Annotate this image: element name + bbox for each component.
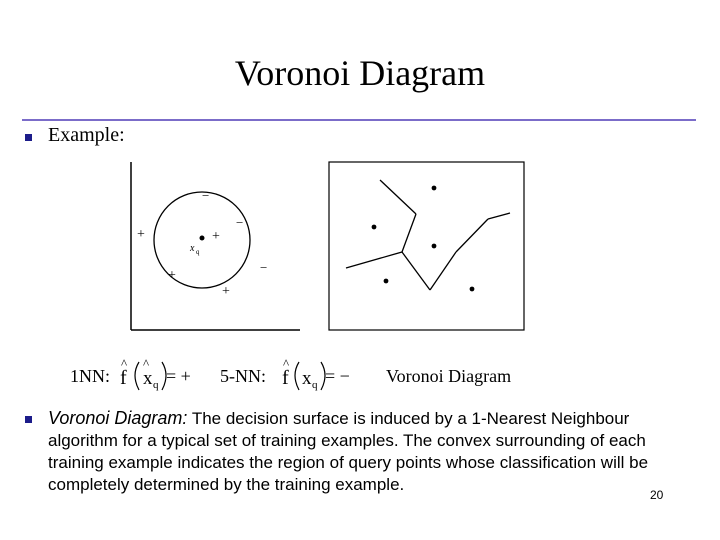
plus-point: + [212,229,220,244]
hat-symbol: ^ [283,356,290,371]
formula-1nn-result: = + [166,366,191,386]
formula-5nn [220,356,350,391]
slide-title: Voronoi Diagram [234,53,486,93]
q-subscript: q [153,379,159,391]
voronoi-edge [488,213,510,219]
right-panel [329,162,524,330]
x-symbol: x [143,368,153,389]
voronoi-frame [329,162,524,330]
example-label: Example: [48,124,125,146]
formula-5nn-prefix: 5-NN: [220,366,266,386]
minus-point: − [260,260,268,275]
voronoi-edge [402,252,430,290]
plus-point: + [137,227,145,242]
bullet-marker [25,416,32,423]
query-point-sub: q [196,248,200,256]
left-paren [135,362,139,390]
training-point [470,287,475,292]
x-symbol: x [302,368,312,389]
description-paragraph [48,407,658,496]
voronoi-edge [402,214,416,252]
voronoi-caption: Voronoi Diagram [386,366,512,386]
hat-symbol: ^ [143,356,150,371]
minus-point: − [202,188,210,203]
voronoi-edge [380,180,416,214]
hat-symbol: ^ [121,356,128,371]
voronoi-edge [456,219,488,252]
minus-point: − [236,215,244,230]
training-point [432,244,437,249]
q-subscript: q [312,379,318,391]
query-point-label: x [190,243,195,254]
query-point [200,236,205,241]
formula-1nn [70,356,191,391]
left-paren [295,362,299,390]
voronoi-edge [430,252,456,290]
paragraph-lead: Voronoi Diagram: [48,408,188,428]
training-point [432,186,437,191]
left-panel [131,162,300,330]
plus-point: + [222,284,230,299]
f-symbol: f [282,367,289,389]
f-symbol: f [120,367,127,389]
training-point [372,225,377,230]
formula-1nn-prefix: 1NN: [70,366,110,386]
paragraph-text: The decision surface is induced by a 1-Nearest Neighbour algorithm for a typical set of training examples. The convex surrounding of each training example indicates the region of query points whose classification will be completely determined by the training example. [48,409,649,494]
voronoi-edge [346,252,402,268]
plus-point: + [168,268,176,283]
training-point [384,279,389,284]
page-number: 20 [650,488,664,502]
formula-5nn-result: = − [325,366,350,386]
